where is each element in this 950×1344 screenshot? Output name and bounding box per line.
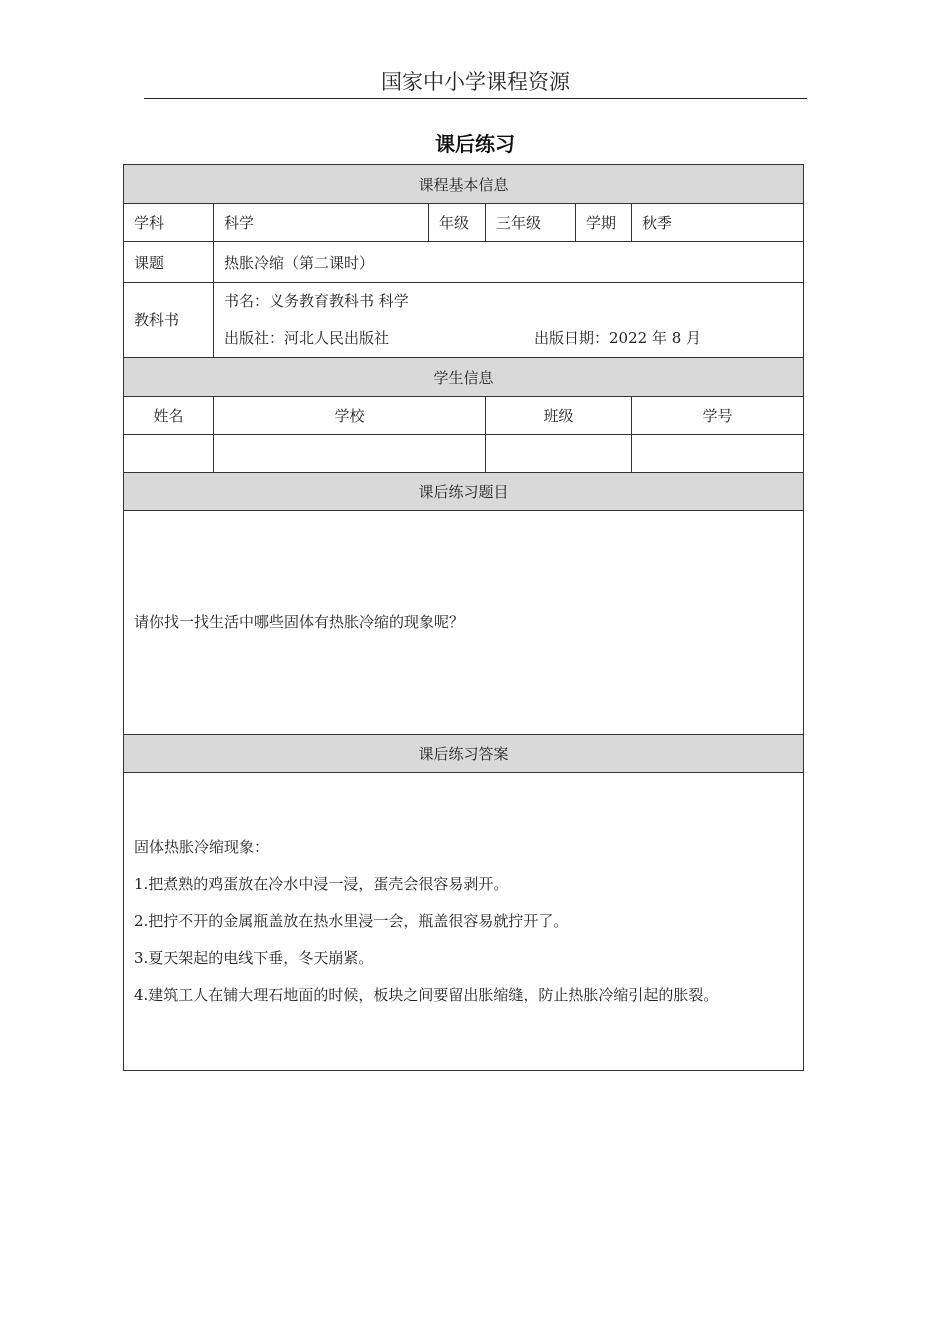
publisher-line	[224, 320, 793, 357]
exercise-header-row	[124, 473, 804, 511]
class-column-header: 班级	[486, 397, 632, 435]
name-value-cell[interactable]	[124, 435, 214, 473]
answer-intro: 固体热胀冷缩现象：	[134, 838, 270, 856]
topic-value: 热胀冷缩（第二课时）	[214, 242, 804, 283]
textbook-label-text: 教科书	[134, 310, 180, 329]
course-info-section-title: 课程基本信息	[124, 165, 804, 204]
page-header	[144, 66, 807, 99]
class-value-cell[interactable]	[486, 435, 632, 473]
school-column-header: 学校	[214, 397, 486, 435]
org-title: 国家中小学课程资源	[381, 70, 570, 94]
answer-content-cell	[124, 773, 804, 1071]
exercise-question: 请你找一找生活中哪些固体有热胀冷缩的现象呢？	[134, 613, 465, 631]
answer-section-title: 课后练习答案	[124, 735, 804, 773]
exercise-question-cell	[124, 511, 804, 735]
exercise-form-table	[123, 164, 804, 1071]
subject-grade-term-row	[124, 204, 804, 242]
course-info-header-row	[124, 165, 804, 204]
exercise-section-title: 课后练习题目	[124, 473, 804, 511]
answer-item-1: 1.把煮熟的鸡蛋放在冷水中浸一浸，蛋壳会很容易剥开。	[134, 875, 509, 893]
subject-value: 科学	[214, 204, 429, 242]
grade-value: 三年级	[486, 204, 576, 242]
student-info-values-row	[124, 435, 804, 473]
answer-item-4: 4.建筑工人在铺大理石地面的时候，板块之间要留出胀缩缝，防止热胀冷缩引起的胀裂。	[134, 986, 719, 1004]
student-id-column-header: 学号	[632, 397, 804, 435]
exercise-question-row	[124, 511, 804, 735]
topic-label: 课题	[124, 242, 214, 283]
term-value: 秋季	[632, 204, 804, 242]
answer-item-3: 3.夏天架起的电线下垂，冬天崩紧。	[134, 949, 374, 967]
name-column-header: 姓名	[124, 397, 214, 435]
grade-label: 年级	[429, 204, 486, 242]
subject-label: 学科	[124, 204, 214, 242]
textbook-row	[124, 283, 804, 358]
student-info-header-row	[124, 358, 804, 397]
textbook-details	[214, 283, 804, 358]
topic-row	[124, 242, 804, 283]
school-value-cell[interactable]	[214, 435, 486, 473]
textbook-name: 书名：义务教育教科书 科学	[224, 292, 409, 310]
publish-date: 出版日期：2022 年 8 月	[534, 329, 702, 347]
document-title: 课后练习	[435, 132, 515, 156]
answer-item-2: 2.把拧不开的金属瓶盖放在热水里浸一会，瓶盖很容易就拧开了。	[134, 912, 569, 930]
student-info-section-title: 学生信息	[124, 358, 804, 397]
textbook-label	[124, 283, 214, 358]
student-id-value-cell[interactable]	[632, 435, 804, 473]
answer-header-row	[124, 735, 804, 773]
publisher: 出版社：河北人民出版社	[224, 329, 390, 347]
answer-content-row	[124, 773, 804, 1071]
term-label: 学期	[576, 204, 632, 242]
student-info-columns-row	[124, 397, 804, 435]
